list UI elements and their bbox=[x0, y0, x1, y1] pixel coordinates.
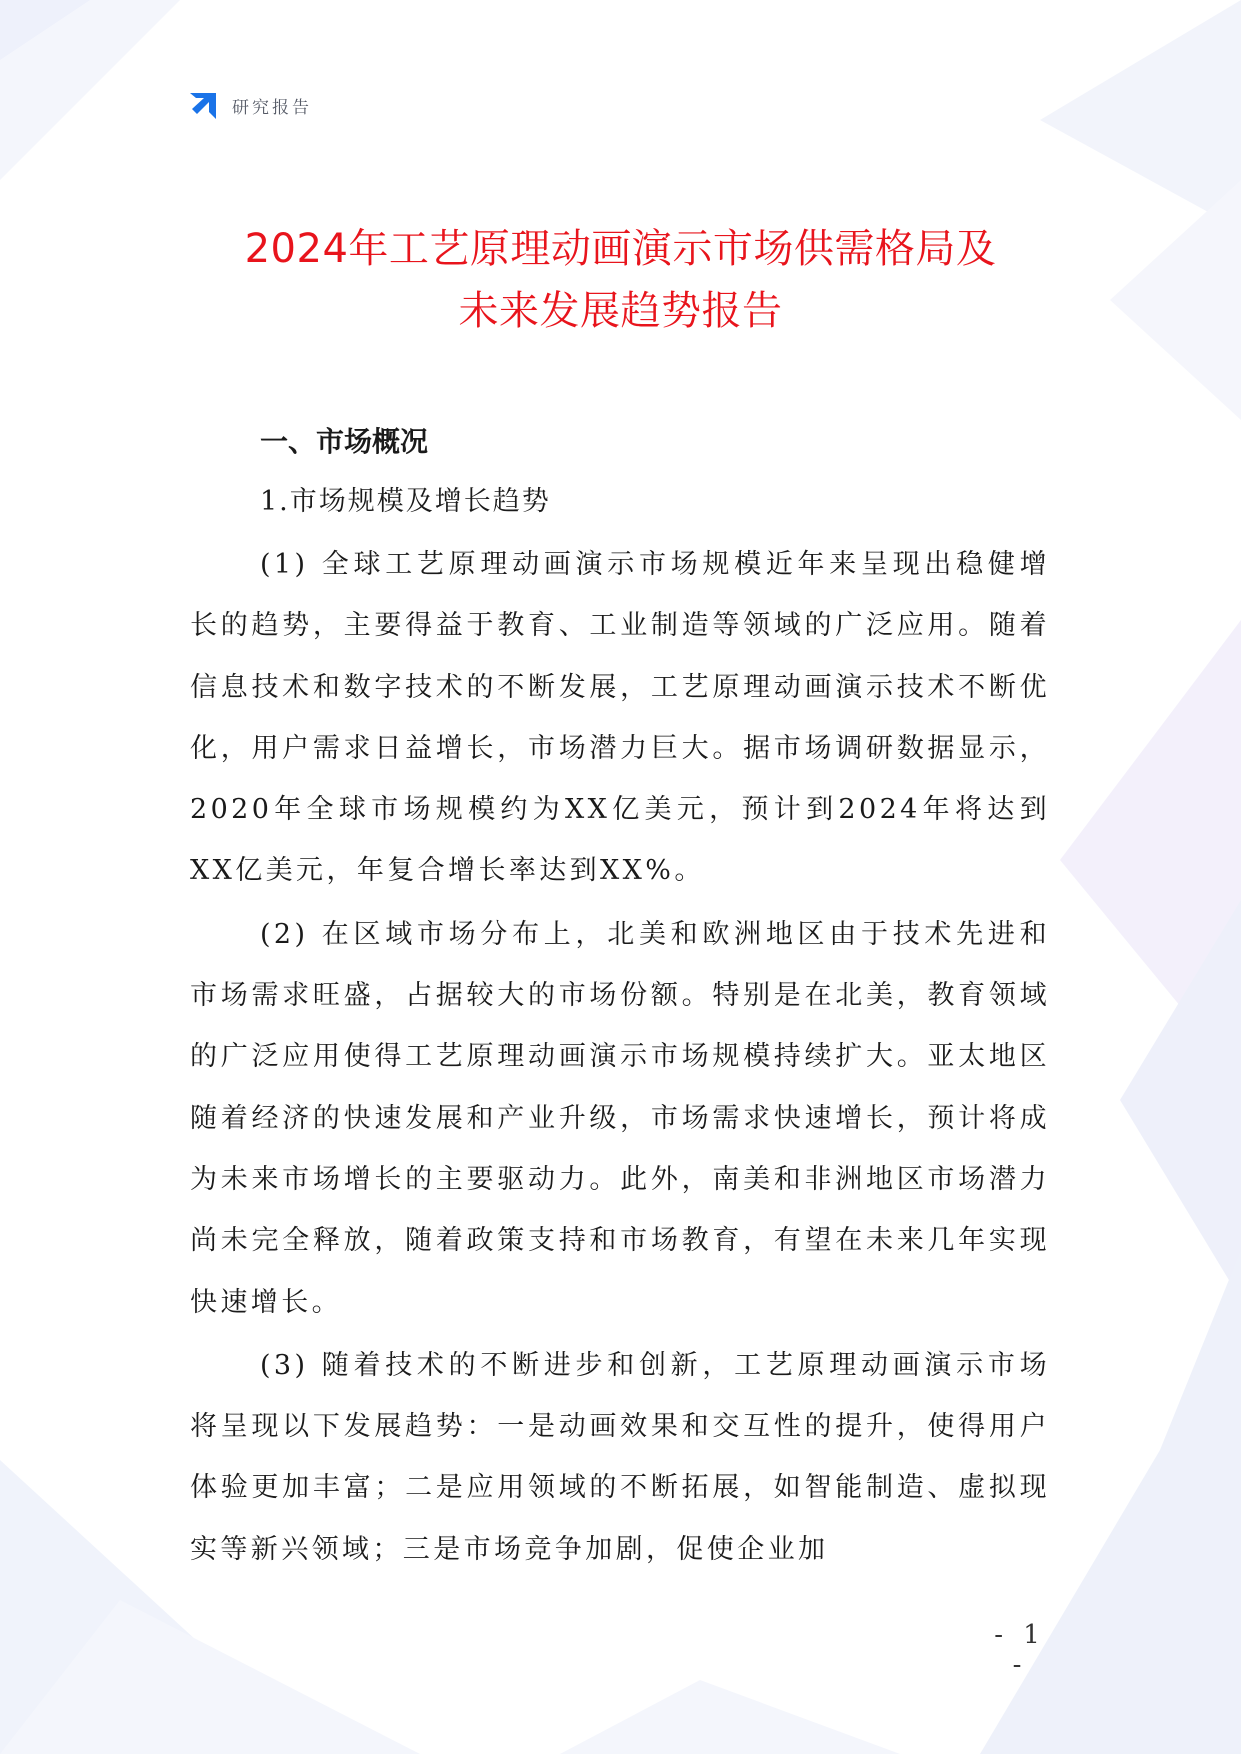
title-line-1: 2024年工艺原理动画演示市场供需格局及 bbox=[244, 226, 997, 272]
paragraph: (3) 随着技术的不断进步和创新，工艺原理动画演示市场将呈现以下发展趋势：一是动画效果和交互性的提升，使得用户体验更加丰富；二是应用领域的不断拓展，如智能制造、虚拟现实等新兴领域；三是市场竞争加剧，促使企业加 bbox=[190, 1349, 1050, 1565]
paragraph: (2) 在区域市场分布上，北美和欧洲地区由于技术先进和市场需求旺盛，占据较大的市场份额。特别是在北美，教育领域的广泛应用使得工艺原理动画演示市场规模持续扩大。亚太地区随着经济的快速发展和产业升级，市场需求快速增长，预计将成为未来市场增长的主要驱动力。此外，南美和非洲地区市场潜力尚未完全释放，随着政策支持和市场教育，有望在未来几年实现快速增长。 bbox=[190, 918, 1050, 1318]
arrow-up-right-icon bbox=[188, 89, 220, 121]
title-line-2: 未来发展趋势报告 bbox=[458, 288, 783, 334]
paragraph: (1) 全球工艺原理动画演示市场规模近年来呈现出稳健增长的趋势，主要得益于教育、工业制造等领域的广泛应用。随着信息技术和数字技术的不断发展，工艺原理动画演示技术不断优化，用户需求日益增长，市场潜力巨大。据市场调研数据显示，2020年全球市场规模约为XX亿美元，预计到2024年将达到XX亿美元，年复合增长率达到XX%。 bbox=[190, 549, 1050, 887]
section-heading: 一、市场概况 bbox=[260, 425, 429, 458]
document-body bbox=[190, 412, 1050, 1582]
document-title bbox=[150, 218, 1091, 342]
header-label: 研究报告 bbox=[232, 97, 312, 118]
sub-heading: 1.市场规模及增长趋势 bbox=[260, 486, 551, 517]
report-header bbox=[188, 88, 312, 122]
page-number: - 1 - bbox=[994, 1620, 1046, 1680]
